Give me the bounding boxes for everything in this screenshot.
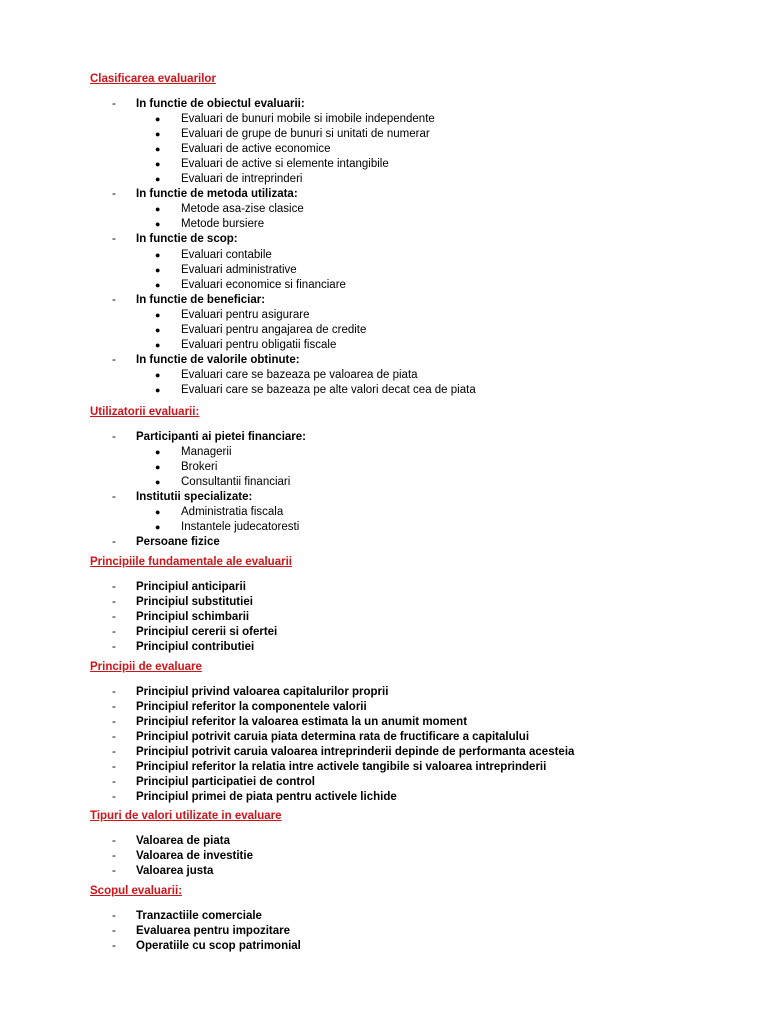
list-item — [0, 834, 700, 849]
list-item-text: Principiul potrivit caruia valoarea intreprinderii depinde de performanta acesteia — [136, 746, 575, 758]
sub-list-item — [0, 475, 700, 490]
dash-marker: - — [112, 850, 116, 862]
list-item — [0, 700, 700, 715]
section-heading: Tipuri de valori utilizate in evaluare — [90, 810, 282, 822]
list-item — [0, 924, 700, 939]
sub-list-item — [0, 445, 700, 460]
bullet-icon: ● — [155, 477, 161, 487]
list-item — [0, 595, 700, 610]
sub-list-item — [0, 142, 700, 157]
bullet-icon: ● — [155, 340, 161, 350]
bullet-icon: ● — [155, 265, 161, 275]
list-item-text: Principiul referitor la valoarea estimata la un anumit moment — [136, 716, 468, 728]
list-item — [0, 909, 700, 924]
list-item-text: Valoarea de piata — [136, 835, 230, 847]
dash-marker: - — [112, 731, 116, 743]
sub-list-item-text: Evaluari pentru angajarea de credite — [181, 324, 367, 336]
bullet-icon: ● — [155, 250, 161, 260]
sub-list-item — [0, 308, 700, 323]
list-item — [0, 232, 700, 247]
list-item-text: Principiul potrivit caruia piata determina rata de fructificare a capitalului — [136, 731, 530, 743]
list-item — [0, 685, 700, 700]
bullet-icon: ● — [155, 114, 161, 124]
list-item-text: Principiul substitutiei — [136, 596, 253, 608]
sub-list-item-text: Managerii — [181, 446, 232, 458]
list-item-text: Evaluarea pentru impozitare — [136, 925, 291, 937]
sub-list-item-text: Consultantii financiari — [181, 476, 291, 488]
sub-list-item — [0, 278, 700, 293]
dash-marker: - — [112, 233, 116, 245]
list-item-text: Participanti ai pietei financiare: — [136, 431, 306, 443]
list-item-text: Principiul referitor la componentele valorii — [136, 701, 367, 713]
sub-list-item-text: Evaluari administrative — [181, 264, 297, 276]
list-item — [0, 97, 700, 112]
dash-marker: - — [112, 686, 116, 698]
list-item — [0, 849, 700, 864]
sub-list-item — [0, 217, 700, 232]
bullet-icon: ● — [155, 219, 161, 229]
sub-list-item — [0, 202, 700, 217]
bullet-icon: ● — [155, 144, 161, 154]
dash-marker: - — [112, 940, 116, 952]
bullet-icon: ● — [155, 522, 161, 532]
list-item-text: Valoarea de investitie — [136, 850, 253, 862]
dash-marker: - — [112, 865, 116, 877]
bullet-icon: ● — [155, 447, 161, 457]
sub-list-item — [0, 368, 700, 383]
sub-list-item-text: Evaluari pentru obligatii fiscale — [181, 339, 337, 351]
sub-list-item — [0, 263, 700, 278]
list-item — [0, 745, 700, 760]
sub-list-item-text: Evaluari de intreprinderi — [181, 173, 303, 185]
dash-marker: - — [112, 701, 116, 713]
list-item — [0, 715, 700, 730]
section-heading: Clasificarea evaluarilor — [90, 73, 216, 85]
dash-marker: - — [112, 354, 116, 366]
list-item-text: Principiul anticiparii — [136, 581, 246, 593]
list-item-text: Principiul contributiei — [136, 641, 255, 653]
section-heading: Utilizatorii evaluarii: — [90, 406, 200, 418]
list-item — [0, 610, 700, 625]
bullet-icon: ● — [155, 462, 161, 472]
list-item-text: Operatiile cu scop patrimonial — [136, 940, 301, 952]
list-item — [0, 625, 700, 640]
list-item-text: Principiul referitor la relatia intre activele tangibile si valoarea intreprinderii — [136, 761, 547, 773]
sub-list-item — [0, 460, 700, 475]
sub-list-item-text: Evaluari de grupe de bunuri si unitati de numerar — [181, 128, 430, 140]
sub-list-item — [0, 323, 700, 338]
list-item-text: Institutii specializate: — [136, 491, 253, 503]
sub-list-item — [0, 248, 700, 263]
sub-list-item-text: Evaluari care se bazeaza pe valoarea de piata — [181, 369, 418, 381]
list-item-text: In functie de valorile obtinute: — [136, 354, 300, 366]
list-item — [0, 430, 700, 445]
dash-marker: - — [112, 581, 116, 593]
bullet-icon: ● — [155, 507, 161, 517]
dash-marker: - — [112, 835, 116, 847]
sub-list-item — [0, 127, 700, 142]
dash-marker: - — [112, 626, 116, 638]
section-heading: Scopul evaluarii: — [90, 885, 183, 897]
sub-list-item — [0, 338, 700, 353]
dash-marker: - — [112, 925, 116, 937]
list-item-text: In functie de obiectul evaluarii: — [136, 98, 305, 110]
sub-list-item-text: Evaluari de active si elemente intangibile — [181, 158, 389, 170]
sub-list-item-text: Evaluari pentru asigurare — [181, 309, 310, 321]
sub-list-item-text: Evaluari de bunuri mobile si imobile independente — [181, 113, 435, 125]
bullet-icon: ● — [155, 159, 161, 169]
list-item — [0, 293, 700, 308]
sub-list-item-text: Metode bursiere — [181, 218, 265, 230]
dash-marker: - — [112, 791, 116, 803]
sub-list-item-text: Brokeri — [181, 461, 218, 473]
sub-list-item — [0, 505, 700, 520]
sub-list-item-text: Administratia fiscala — [181, 506, 284, 518]
list-item-text: Persoane fizice — [136, 536, 220, 548]
list-item-text: In functie de metoda utilizata: — [136, 188, 298, 200]
list-item — [0, 864, 700, 879]
dash-marker: - — [112, 761, 116, 773]
sub-list-item — [0, 383, 700, 398]
dash-marker: - — [112, 596, 116, 608]
bullet-icon: ● — [155, 204, 161, 214]
list-item — [0, 760, 700, 775]
sub-list-item-text: Metode asa-zise clasice — [181, 203, 304, 215]
dash-marker: - — [112, 746, 116, 758]
dash-marker: - — [112, 776, 116, 788]
list-item-text: Principiul schimbarii — [136, 611, 250, 623]
list-item — [0, 187, 700, 202]
bullet-icon: ● — [155, 280, 161, 290]
list-item-text: In functie de scop: — [136, 233, 238, 245]
sub-list-item-text: Evaluari contabile — [181, 249, 272, 261]
sub-list-item-text: Instantele judecatoresti — [181, 521, 300, 533]
list-item — [0, 535, 700, 550]
bullet-icon: ● — [155, 325, 161, 335]
sub-list-item — [0, 157, 700, 172]
bullet-icon: ● — [155, 370, 161, 380]
list-item-text: Principiul participatiei de control — [136, 776, 315, 788]
list-item-text: Principiul privind valoarea capitalurilor proprii — [136, 686, 389, 698]
dash-marker: - — [112, 910, 116, 922]
list-item — [0, 775, 700, 790]
list-item — [0, 730, 700, 745]
bullet-icon: ● — [155, 174, 161, 184]
bullet-icon: ● — [155, 385, 161, 395]
list-item — [0, 580, 700, 595]
dash-marker: - — [112, 491, 116, 503]
sub-list-item — [0, 520, 700, 535]
list-item — [0, 790, 700, 805]
section-heading: Principiile fundamentale ale evaluarii — [90, 556, 292, 568]
bullet-icon: ● — [155, 310, 161, 320]
dash-marker: - — [112, 536, 116, 548]
dash-marker: - — [112, 188, 116, 200]
list-item-text: Principiul cererii si ofertei — [136, 626, 278, 638]
list-item-text: Principiul primei de piata pentru activele lichide — [136, 791, 397, 803]
list-item — [0, 939, 700, 954]
list-item-text: Valoarea justa — [136, 865, 214, 877]
sub-list-item-text: Evaluari de active economice — [181, 143, 331, 155]
sub-list-item — [0, 112, 700, 127]
list-item-text: Tranzactiile comerciale — [136, 910, 262, 922]
dash-marker: - — [112, 431, 116, 443]
sub-list-item-text: Evaluari care se bazeaza pe alte valori decat cea de piata — [181, 384, 476, 396]
list-item-text: In functie de beneficiar: — [136, 294, 266, 306]
sub-list-item — [0, 172, 700, 187]
section-heading: Principii de evaluare — [90, 661, 202, 673]
list-item — [0, 353, 700, 368]
list-item — [0, 640, 700, 655]
dash-marker: - — [112, 716, 116, 728]
dash-marker: - — [112, 611, 116, 623]
dash-marker: - — [112, 98, 116, 110]
sub-list-item-text: Evaluari economice si financiare — [181, 279, 346, 291]
dash-marker: - — [112, 294, 116, 306]
list-item — [0, 490, 700, 505]
bullet-icon: ● — [155, 129, 161, 139]
dash-marker: - — [112, 641, 116, 653]
